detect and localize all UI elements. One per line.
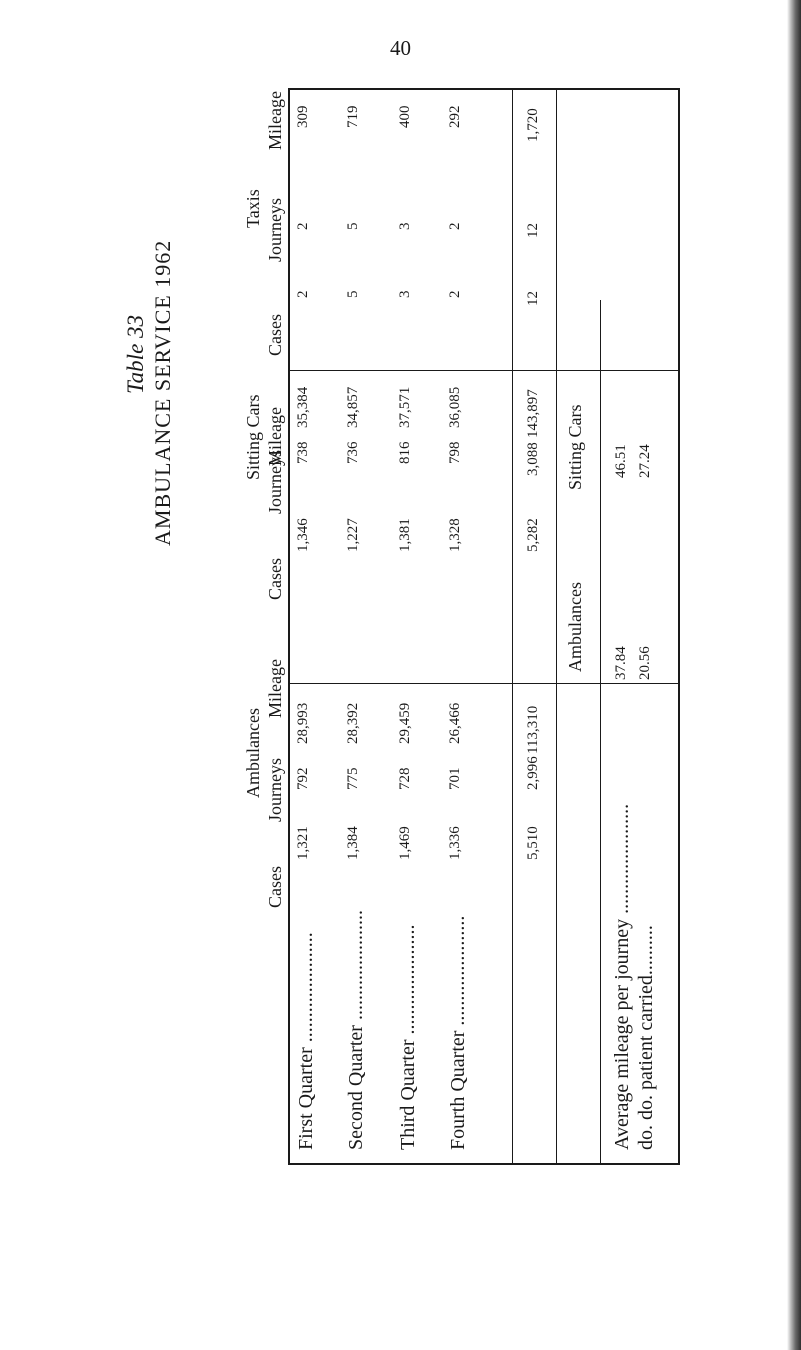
amb-avg-per-patient: 20.56 — [637, 646, 653, 680]
amb-cases-q4: 1,336 — [447, 826, 463, 860]
sit-mileage-header: Mileage — [265, 407, 285, 466]
row-label-fourth-quarter: Fourth Quarter ...................... — [447, 915, 469, 1150]
amb-mileage-q4: 26,466 — [447, 702, 463, 744]
taxi-cases-q1: 2 — [295, 290, 311, 298]
sit-mileage-q3: 37,571 — [397, 386, 413, 428]
row-label-first-quarter: First Quarter ...................... — [295, 932, 317, 1150]
sit-journeys-q1: 738 — [295, 441, 311, 464]
page-number: 40 — [390, 36, 411, 60]
amb-journeys-q4: 701 — [447, 767, 463, 790]
taxi-journeys-q3: 3 — [397, 222, 413, 230]
amb-journeys-total: 2,996 — [525, 756, 541, 790]
taxi-cases-q4: 2 — [447, 290, 463, 298]
sit-mileage-q4: 36,085 — [447, 386, 463, 428]
amb-mileage-q2: 28,392 — [345, 702, 361, 744]
taxi-cases-q3: 3 — [397, 290, 413, 298]
taxi-cases-q2: 5 — [345, 290, 361, 298]
sit-journeys-q3: 816 — [397, 441, 413, 464]
sit-cases-q1: 1,346 — [295, 518, 311, 552]
averages-ambulances-header: Ambulances — [565, 582, 585, 672]
sit-avg-per-journey: 46.51 — [613, 444, 629, 478]
section-ambulances: Ambulances — [243, 708, 263, 798]
scan-edge — [787, 0, 801, 1350]
sit-cases-q3: 1,381 — [397, 518, 413, 552]
amb-journeys-header: Journeys — [265, 758, 285, 822]
amb-journeys-q1: 792 — [295, 767, 311, 790]
sit-mileage-q1: 35,384 — [295, 386, 311, 428]
sit-cases-total: 5,282 — [525, 518, 541, 552]
sit-avg-per-patient: 27.24 — [637, 444, 653, 478]
amb-cases-q1: 1,321 — [295, 826, 311, 860]
taxi-journeys-q1: 2 — [295, 222, 311, 230]
section-taxis: Taxis — [243, 189, 263, 228]
amb-avg-per-journey: 37.84 — [613, 646, 629, 680]
amb-mileage-header: Mileage — [265, 659, 285, 718]
amb-journeys-q3: 728 — [397, 767, 413, 790]
taxi-journeys-q2: 5 — [345, 222, 361, 230]
taxi-mileage-q3: 400 — [397, 105, 413, 128]
amb-cases-header: Cases — [265, 866, 285, 908]
amb-journeys-q2: 775 — [345, 767, 361, 790]
sit-journeys-q4: 798 — [447, 441, 463, 464]
taxi-mileage-q2: 719 — [345, 105, 361, 128]
row-label-third-quarter: Third Quarter ...................... — [397, 924, 419, 1150]
sit-cases-q4: 1,328 — [447, 518, 463, 552]
sit-cases-header: Cases — [265, 558, 285, 600]
amb-cases-q2: 1,384 — [345, 826, 361, 860]
taxi-mileage-total: 1,720 — [525, 108, 541, 142]
taxi-mileage-q1: 309 — [295, 105, 311, 128]
taxi-mileage-q4: 292 — [447, 105, 463, 128]
average-mileage-per-journey-label: Average mileage per journey ...................... — [611, 803, 633, 1150]
table-title: AMBULANCE SERVICE 1962 — [150, 239, 175, 546]
taxi-journeys-total: 12 — [525, 223, 541, 238]
amb-cases-q3: 1,469 — [397, 826, 413, 860]
taxi-mileage-header: Mileage — [265, 91, 285, 150]
sit-journeys-header: Journeys — [265, 450, 285, 514]
table-label: Table 33 — [123, 314, 148, 394]
row-label-second-quarter: Second Quarter ...................... — [345, 910, 367, 1150]
amb-mileage-q3: 29,459 — [397, 702, 413, 744]
average-mileage-per-patient-label: do. do. patient carried.......... — [635, 925, 657, 1150]
amb-cases-total: 5,510 — [525, 826, 541, 860]
taxi-cases-total: 12 — [525, 291, 541, 306]
section-sitting-cars: Sitting Cars — [243, 394, 263, 480]
amb-mileage-total: 113,310 — [525, 705, 541, 754]
averages-sitting-cars-header: Sitting Cars — [565, 404, 585, 490]
sit-mileage-total: 143,897 — [525, 389, 541, 438]
taxi-cases-header: Cases — [265, 314, 285, 356]
amb-mileage-q1: 28,993 — [295, 702, 311, 744]
sit-journeys-total: 3,088 — [525, 442, 541, 476]
sit-mileage-q2: 34,857 — [345, 386, 361, 428]
sit-journeys-q2: 736 — [345, 441, 361, 464]
taxi-journeys-header: Journeys — [265, 198, 285, 262]
sit-cases-q2: 1,227 — [345, 518, 361, 552]
taxi-journeys-q4: 2 — [447, 222, 463, 230]
